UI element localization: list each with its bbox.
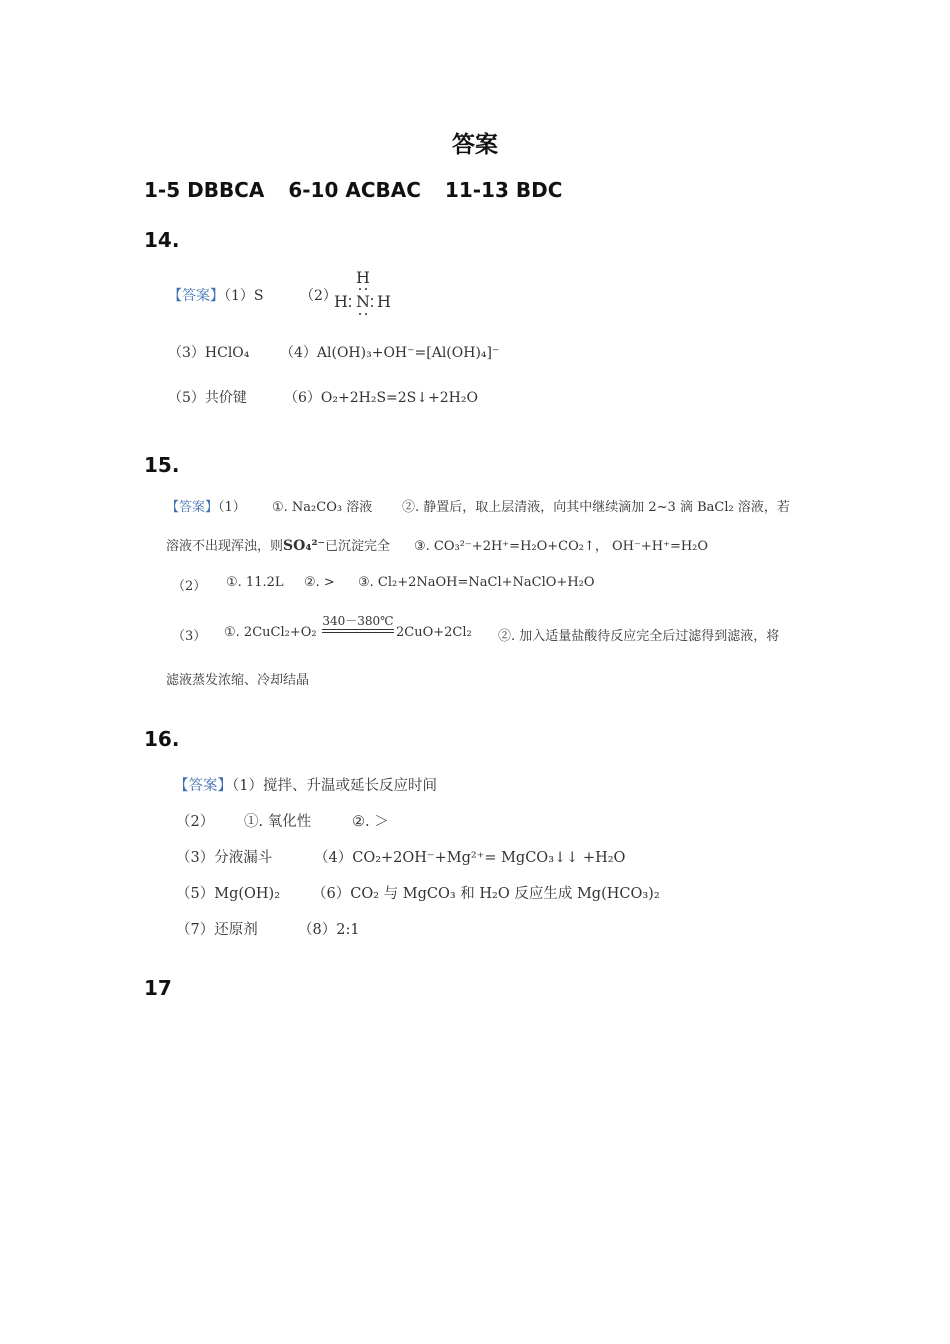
mc-group-1: 1-5 DBBCA [144, 178, 265, 202]
q15-l1a: （1） [218, 500, 246, 515]
q15-l3d: ③. Cl₂+2NaOH=NaCl+NaClO+H₂O [358, 575, 595, 590]
q15-l3c: ②. > [304, 575, 335, 590]
q16-l5b: （8）2:1 [298, 922, 360, 938]
q15-l3a: （2） [172, 579, 207, 594]
lewis-h-top: H [356, 268, 370, 287]
lewis-h-right: H [377, 292, 391, 311]
electron-dot [365, 313, 367, 315]
q15-l3b: ①. 11.2L [226, 575, 284, 590]
electron-dot [371, 298, 373, 300]
q15-l5: 滤液蒸发浓缩、冷却结晶 [166, 673, 310, 688]
q17-number: 17 [144, 976, 172, 1000]
reaction-condition: 340－380℃ [322, 614, 394, 628]
q15-l4a: （3） [172, 629, 207, 644]
q16-line1 [174, 774, 437, 795]
electron-dot [349, 298, 351, 300]
electron-dot [349, 305, 351, 307]
q15-line2 [166, 535, 390, 554]
q14-number: 14. [144, 228, 180, 252]
lewis-h-left: H [334, 292, 348, 311]
q16-l2b: ①. 氧化性 [244, 814, 312, 830]
q16-l2c: ②. ＞ [352, 814, 389, 830]
q16-l4b: （6）CO₂ 与 MgCO₃ 和 H₂O 反应生成 Mg(HCO₃)₂ [312, 886, 660, 902]
q16-l4a: （5）Mg(OH)₂ [176, 886, 281, 902]
q15-l4c: 2CuO+2Cl₂ [396, 625, 472, 640]
q14-part1: （1）S [224, 288, 264, 304]
q14-part3: （3）HClO₄ [168, 345, 250, 361]
q16-l1: （1）搅拌、升温或延长反应时间 [232, 778, 437, 794]
answer-tag: 【答案】 [166, 500, 219, 515]
q15-l2c: 已沉淀完全 [324, 539, 390, 554]
electron-dot [359, 313, 361, 315]
electron-dot [365, 288, 367, 290]
q14-part6: （6）O₂+2H₂S=2S↓+2H₂O [284, 390, 478, 406]
q14-part4: （4）Al(OH)₃+OH⁻=[Al(OH)₄]⁻ [280, 345, 500, 361]
q15-l4d: ②. 加入适量盐酸待反应完全后过滤得到滤液，将 [498, 629, 780, 644]
q15-number: 15. [144, 453, 180, 477]
equals-line-top [322, 629, 394, 630]
q15-l2a: 溶液不出现浑浊，则 [166, 539, 284, 554]
q15-l1c: ②. 静置后，取上层清液，向其中继续滴加 2~3 滴 BaCl₂ 溶液，若 [402, 500, 790, 515]
q16-l2a: （2） [176, 814, 215, 830]
electron-dot [359, 288, 361, 290]
electron-dot [371, 305, 373, 307]
q16-l3b: （4）CO₂+2OH⁻+Mg²⁺= MgCO₃↓↓ +H₂O [314, 850, 626, 866]
q15-l4b: ①. 2CuCl₂+O₂ [224, 625, 317, 640]
q16-l3a: （3）分液漏斗 [176, 850, 273, 866]
q16-l5a: （7）还原剂 [176, 922, 258, 938]
multiple-choice-answers [144, 178, 586, 202]
mc-group-3: 11-13 BDC [444, 178, 563, 202]
mc-group-2: 6-10 ACBAC [288, 178, 421, 202]
nh3-lewis-structure [334, 268, 394, 318]
q14-line1 [168, 285, 264, 305]
q15-l2d: ③. CO₃²⁻+2H⁺=H₂O+CO₂↑， OH⁻+H⁺=H₂O [414, 539, 709, 554]
q15-l2b: SO₄²⁻ [283, 538, 325, 554]
q16-number: 16. [144, 727, 180, 751]
lewis-n-center: N [356, 292, 370, 311]
q14-part2-label: （2） [300, 288, 337, 304]
page-title: 答案 [452, 132, 498, 158]
q14-part5: （5）共价键 [168, 390, 247, 406]
answer-tag: 【答案】 [168, 288, 224, 304]
answer-tag: 【答案】 [174, 778, 232, 794]
q15-l1b: ①. Na₂CO₃ 溶液 [272, 500, 373, 515]
equals-line-bottom [322, 632, 394, 633]
q15-line1 [166, 496, 246, 515]
